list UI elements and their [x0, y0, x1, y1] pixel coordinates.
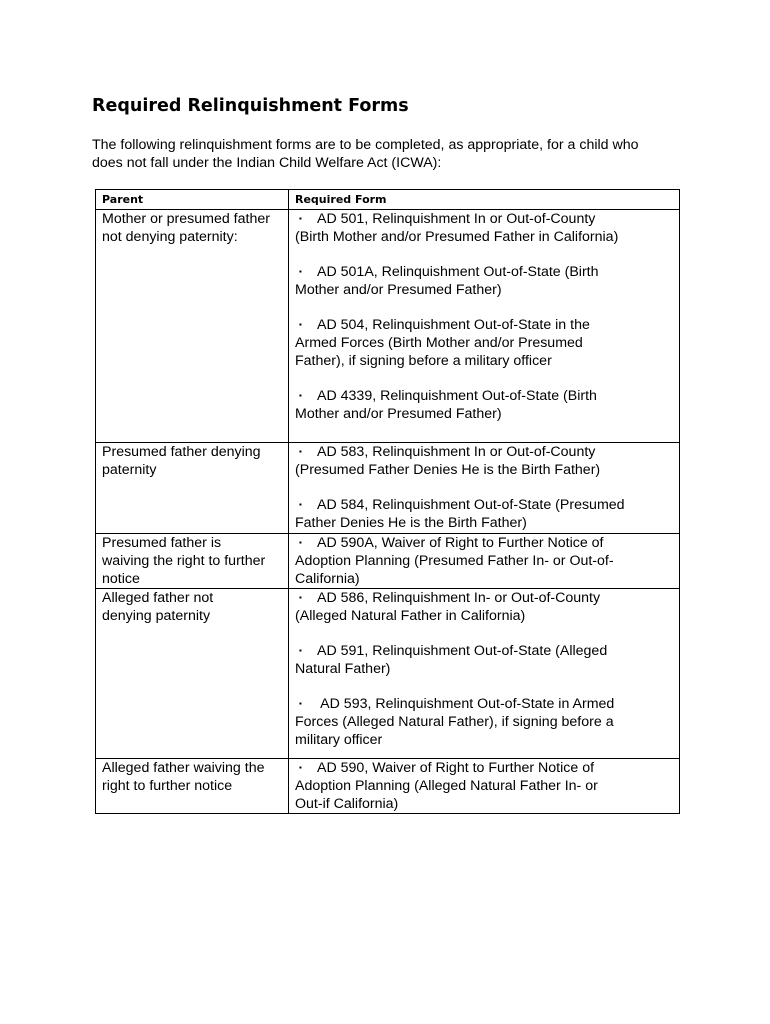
bullet-icon: ▪ [299, 214, 302, 223]
bullet-icon: ▪ [299, 267, 302, 276]
table-body [96, 210, 680, 814]
form-text: AD 586, Relinquishment In- or Out-of-County [317, 590, 601, 606]
bullet-icon: ▪ [299, 391, 302, 400]
table-row [96, 759, 680, 814]
required-form-cell [289, 759, 680, 814]
parent-cell [96, 589, 289, 759]
form-text: Mother and/or Presumed Father) [295, 406, 502, 422]
form-list-item [295, 263, 679, 299]
form-text: AD 593, Relinquishment Out-of-State in Armed [317, 696, 615, 712]
relinquishment-forms-table [95, 189, 680, 814]
parent-cell [96, 534, 289, 589]
form-text: military officer [295, 732, 383, 748]
table-row [96, 589, 680, 759]
parent-cell [96, 759, 289, 814]
form-text: Armed Forces (Birth Mother and/or Presumed [295, 335, 583, 351]
required-form-cell [289, 210, 680, 443]
form-text: AD 504, Relinquishment Out-of-State in the [317, 317, 590, 333]
bullet-icon: ▪ [299, 500, 302, 509]
form-list-item [295, 443, 679, 479]
parent-cell [96, 210, 289, 443]
parent-text: not denying paternity: [102, 229, 238, 245]
table-header-row [96, 190, 680, 210]
intro-line: does not fall under the Indian Child Welfare Act (ICWA): [92, 155, 442, 171]
form-list-item [295, 695, 679, 749]
form-text: AD 501A, Relinquishment Out-of-State (Birth [317, 264, 599, 280]
form-list-item [295, 316, 679, 370]
form-text: AD 501, Relinquishment In or Out-of-County [317, 211, 596, 227]
intro-line: The following relinquishment forms are to be completed, as appropriate, for a child who [92, 137, 639, 153]
form-list-item [295, 589, 679, 625]
required-form-cell [289, 443, 680, 534]
form-text: AD 583, Relinquishment In or Out-of-County [317, 444, 596, 460]
bullet-icon: ▪ [299, 763, 302, 772]
parent-text: notice [102, 571, 140, 587]
form-list-item [295, 642, 679, 678]
bullet-icon: ▪ [299, 593, 302, 602]
required-form-cell [289, 589, 680, 759]
form-text: AD 590, Waiver of Right to Further Notice of [317, 760, 595, 776]
column-header-required-form: Required Form [289, 190, 680, 210]
parent-text: Presumed father denying [102, 444, 261, 460]
table-row [96, 443, 680, 534]
parent-text: waiving the right to further [102, 553, 266, 569]
intro-paragraph [92, 136, 692, 172]
parent-text: Mother or presumed father [102, 211, 270, 227]
form-list-item [295, 534, 679, 588]
parent-text: denying paternity [102, 608, 211, 624]
table-row [96, 210, 680, 443]
form-text: California) [295, 571, 360, 587]
form-text: Forces (Alleged Natural Father), if signing before a [295, 714, 614, 730]
parent-text: Presumed father is [102, 535, 222, 551]
bullet-icon: ▪ [299, 320, 302, 329]
page-title: Required Relinquishment Forms [92, 96, 409, 116]
form-text: (Alleged Natural Father in California) [295, 608, 526, 624]
form-list-item [295, 759, 679, 813]
form-text: AD 584, Relinquishment Out-of-State (Presumed [317, 497, 625, 513]
form-text: Natural Father) [295, 661, 391, 677]
form-text: Adoption Planning (Presumed Father In- or Out-of- [295, 553, 614, 569]
bullet-icon: ▪ [299, 538, 302, 547]
form-list-item [295, 496, 679, 532]
bullet-icon: ▪ [299, 699, 302, 708]
form-text: (Presumed Father Denies He is the Birth Father) [295, 462, 601, 478]
form-text: Out-if California) [295, 796, 399, 812]
form-list-item [295, 387, 679, 423]
parent-cell [96, 443, 289, 534]
parent-text: right to further notice [102, 778, 233, 794]
required-form-cell [289, 534, 680, 589]
table-row [96, 534, 680, 589]
form-text: Adoption Planning (Alleged Natural Father In- or [295, 778, 598, 794]
parent-text: Alleged father not [102, 590, 214, 606]
bullet-icon: ▪ [299, 447, 302, 456]
form-text: (Birth Mother and/or Presumed Father in California) [295, 229, 619, 245]
form-text: AD 590A, Waiver of Right to Further Notice of [317, 535, 604, 551]
form-text: Father), if signing before a military officer [295, 353, 552, 369]
form-list-item [295, 210, 679, 246]
form-text: AD 591, Relinquishment Out-of-State (Alleged [317, 643, 608, 659]
parent-text: paternity [102, 462, 157, 478]
column-header-parent: Parent [96, 190, 289, 210]
form-text: Mother and/or Presumed Father) [295, 282, 502, 298]
form-text: AD 4339, Relinquishment Out-of-State (Birth [317, 388, 597, 404]
form-text: Father Denies He is the Birth Father) [295, 515, 527, 531]
bullet-icon: ▪ [299, 646, 302, 655]
parent-text: Alleged father waiving the [102, 760, 265, 776]
